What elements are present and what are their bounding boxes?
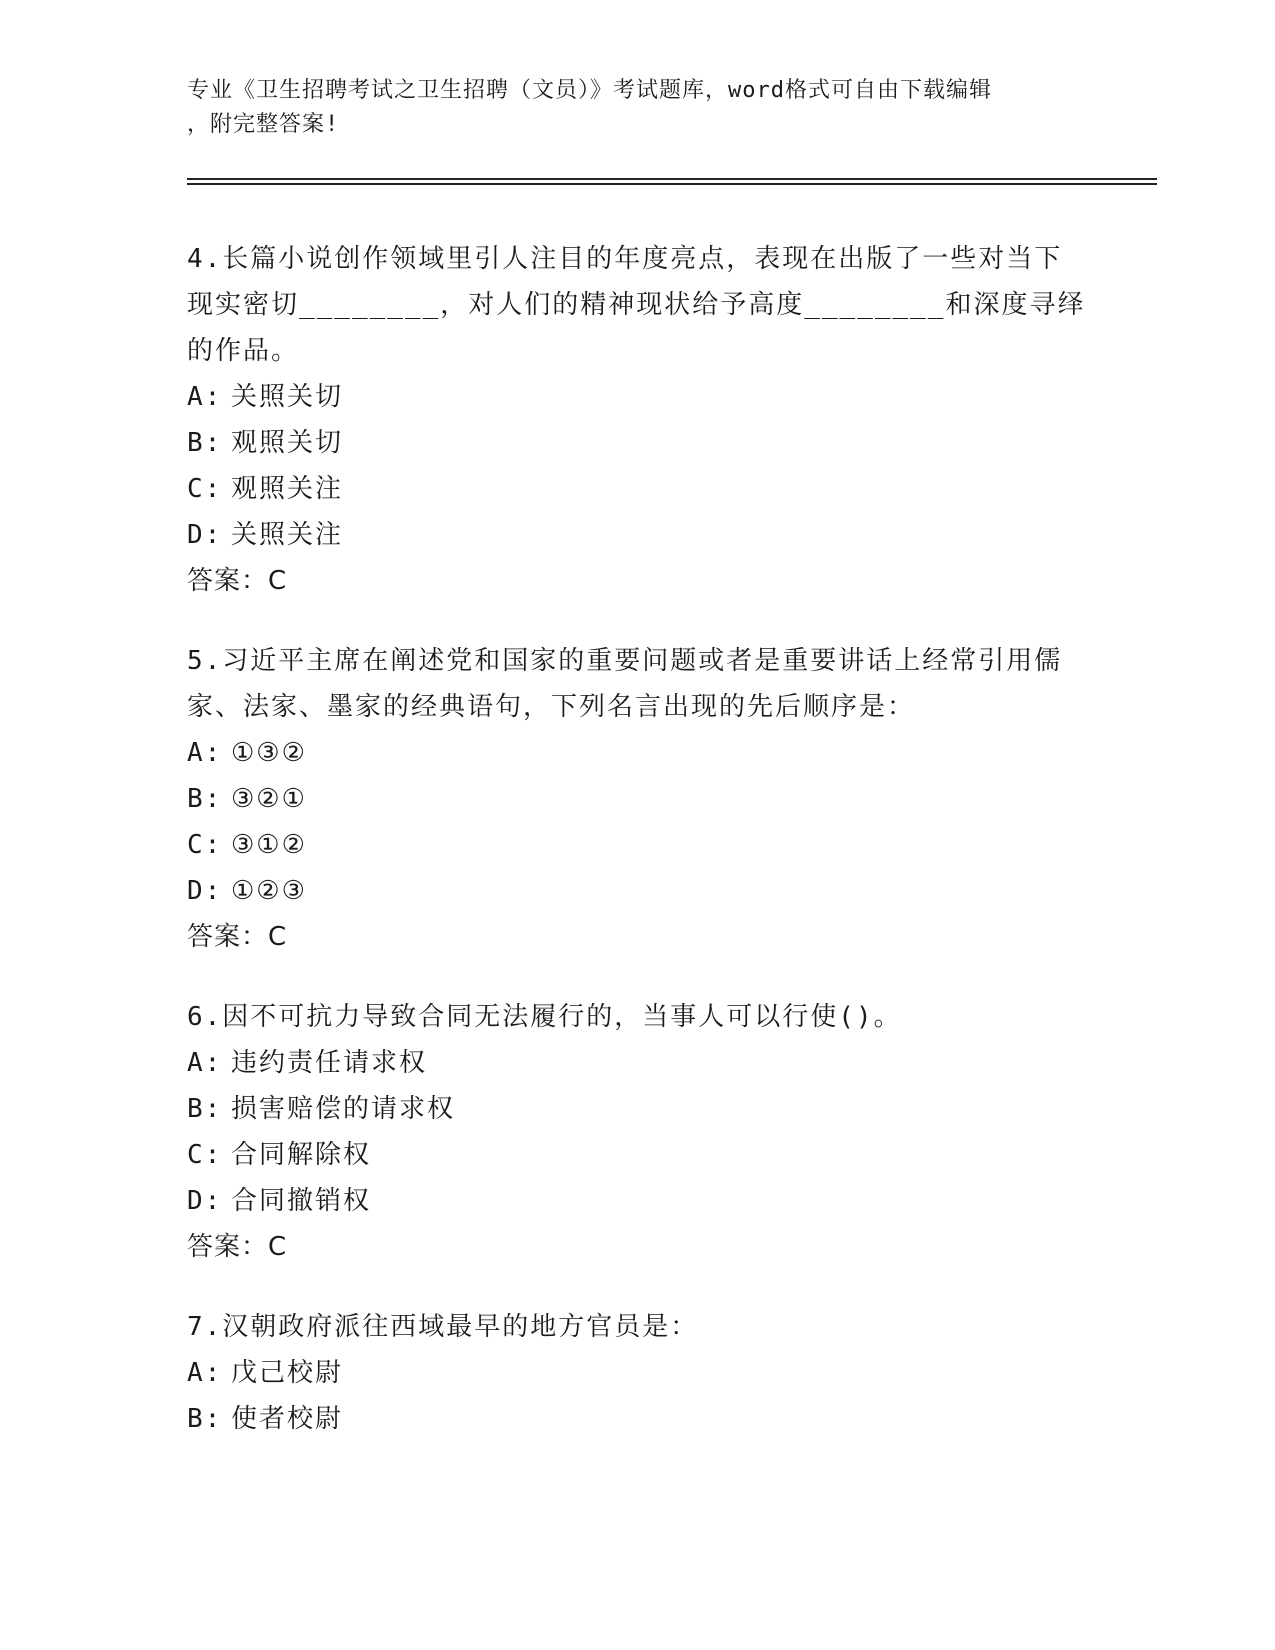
option-key: B:: [187, 784, 223, 814]
option-c: [187, 822, 1087, 868]
option-text: 违约责任请求权: [231, 1048, 428, 1078]
question-4: [187, 236, 1087, 604]
option-key: C:: [187, 1140, 223, 1170]
question-text: 6.因不可抗力导致合同无法履行的，当事人可以行使()。: [187, 1002, 902, 1032]
option-key: C:: [187, 830, 223, 860]
option-text: 观照关切: [231, 428, 344, 458]
header-line-2: ，附完整答案!: [187, 112, 340, 137]
option-a: [187, 1350, 1087, 1396]
option-d: [187, 512, 1087, 558]
option-text: 合同解除权: [231, 1140, 372, 1170]
option-a: [187, 1040, 1087, 1086]
option-d: [187, 1178, 1087, 1224]
option-text: 合同撤销权: [231, 1186, 372, 1216]
answer: 答案：C: [187, 566, 288, 596]
option-b: [187, 1086, 1087, 1132]
option-b: [187, 1396, 1087, 1442]
option-key: D:: [187, 520, 223, 550]
question-list: [187, 236, 1087, 1476]
question-5: [187, 638, 1087, 960]
option-text: ③②①: [231, 784, 307, 814]
option-key: A:: [187, 1048, 223, 1078]
option-text: 关照关注: [231, 520, 344, 550]
option-c: [187, 1132, 1087, 1178]
option-a: [187, 374, 1087, 420]
question-text: 5.习近平主席在阐述党和国家的重要问题或者是重要讲话上经常引用儒家、法家、墨家的经典语句，下列名言出现的先后顺序是：: [187, 646, 1063, 722]
option-key: A:: [187, 738, 223, 768]
option-text: ①②③: [231, 876, 307, 906]
option-text: 使者校尉: [231, 1404, 344, 1434]
question-6: [187, 994, 1087, 1270]
option-text: 观照关注: [231, 474, 344, 504]
option-c: [187, 466, 1087, 512]
question-text: 4.长篇小说创作领域里引人注目的年度亮点，表现在出版了一些对当下现实密切________，对人们的精神现状给予高度________和深度寻绎的作品。: [187, 244, 1086, 366]
option-a: [187, 730, 1087, 776]
option-key: C:: [187, 474, 223, 504]
option-key: A:: [187, 1358, 223, 1388]
option-b: [187, 776, 1087, 822]
option-key: B:: [187, 1404, 223, 1434]
question-text: 7.汉朝政府派往西域最早的地方官员是：: [187, 1312, 699, 1342]
question-7: [187, 1304, 1087, 1442]
option-text: ①③②: [231, 738, 307, 768]
option-text: ③①②: [231, 830, 307, 860]
header-divider-top: [187, 178, 1157, 180]
answer: 答案：C: [187, 1232, 288, 1262]
header-line-1: 专业《卫生招聘考试之卫生招聘（文员）》考试题库，word格式可自由下载编辑: [187, 78, 992, 103]
header-divider-bottom: [187, 183, 1157, 185]
option-d: [187, 868, 1087, 914]
option-text: 关照关切: [231, 382, 344, 412]
option-key: B:: [187, 1094, 223, 1124]
document-header: [187, 74, 1067, 142]
option-key: A:: [187, 382, 223, 412]
option-text: 损害赔偿的请求权: [231, 1094, 456, 1124]
option-text: 戊己校尉: [231, 1358, 344, 1388]
answer: 答案：C: [187, 922, 288, 952]
option-key: B:: [187, 428, 223, 458]
option-key: D:: [187, 876, 223, 906]
option-b: [187, 420, 1087, 466]
option-key: D:: [187, 1186, 223, 1216]
